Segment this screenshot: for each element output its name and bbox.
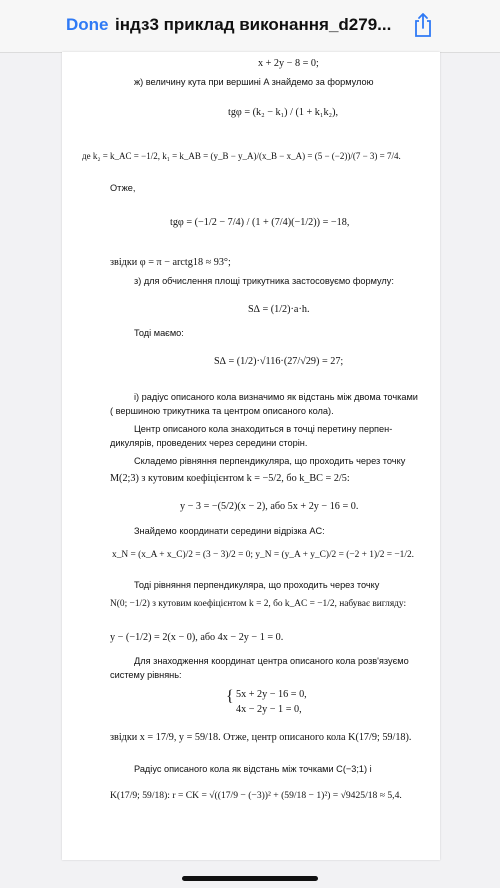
- doc-line: tgφ = (k₂ − k₁) / (1 + k₁k₂),: [228, 107, 339, 118]
- doc-line: Складемо рівняння перпендикуляра, що проходить через точку: [134, 456, 406, 466]
- doc-line: 5x + 2y − 16 = 0,: [236, 689, 307, 700]
- share-icon[interactable]: [412, 12, 434, 38]
- doc-line: Отже,: [110, 183, 136, 193]
- doc-line: x_N = (x_A + x_C)/2 = (3 − 3)/2 = 0; y_N = (y_A + y_C)/2 = (−2 + 1)/2 = −1/2.: [112, 550, 414, 560]
- doc-line: y − 3 = −(5/2)(x − 2), або 5x + 2y − 16 = 0.: [180, 501, 359, 512]
- doc-line: ( вершиною трикутника та центром описаного кола).: [110, 406, 334, 416]
- doc-line: Тоді маємо:: [134, 328, 184, 338]
- system-brace: {: [226, 688, 234, 705]
- doc-line: S∆ = (1/2)·a·h.: [248, 304, 310, 315]
- doc-line: Радіус описаного кола як відстань між точками C(−3;1) і: [134, 764, 372, 774]
- doc-line: y − (−1/2) = 2(x − 0), або 4x − 2y − 1 = 0.: [110, 632, 284, 643]
- doc-line: Знайдемо координати середини відрізка AC:: [134, 526, 325, 536]
- doc-line: ж) величину кута при вершині A знайдемо за формулою: [134, 77, 374, 87]
- home-indicator[interactable]: [182, 876, 318, 881]
- doc-line: де k₂ = k_AC = −1/2, k₁ = k_AB = (y_B − y_A)/(x_B − x_A) = (5 − (−2))/(7 − 3) = 7/4.: [82, 151, 401, 161]
- top-toolbar: [0, 0, 500, 53]
- doc-line: tgφ = (−1/2 − 7/4) / (1 + (7/4)(−1/2)) = −18,: [170, 217, 350, 228]
- doc-line: Центр описаного кола знаходиться в точці перетину перпен-: [134, 424, 393, 434]
- doc-line: звідки φ = π − arctg18 ≈ 93°;: [110, 257, 231, 268]
- doc-line: і) радіус описаного кола визначимо як відстань між двома точками: [134, 392, 418, 402]
- doc-line: 4x − 2y − 1 = 0,: [236, 704, 302, 715]
- doc-line: x + 2y − 8 = 0;: [258, 58, 319, 69]
- doc-line: S∆ = (1/2)·√116·(27/√29) = 27;: [214, 356, 344, 367]
- doc-line: дикулярів, проведених через середини сторін.: [110, 438, 308, 448]
- doc-line: N(0; −1/2) з кутовим коефіцієнтом k = 2, бо k_AC = −1/2, набуває вигляду:: [110, 599, 407, 609]
- document-page: [62, 52, 440, 860]
- doc-line: Для знаходження координат центра описаного кола розв'язуємо: [134, 656, 409, 666]
- doc-line: M(2;3) з кутовим коефіцієнтом k = −5/2, бо k_BC = 2/5:: [110, 473, 350, 484]
- doc-line: систему рівнянь:: [110, 670, 182, 680]
- document-title: індз3 приклад виконання_d279...: [115, 15, 392, 34]
- doc-line: звідки x = 17/9, y = 59/18. Отже, центр описаного кола K(17/9; 59/18).: [110, 732, 412, 743]
- doc-line: K(17/9; 59/18): r = CK = √((17/9 − (−3))² + (59/18 − 1)²) = √9425/18 ≈ 5,4.: [110, 790, 402, 801]
- done-button[interactable]: Done: [66, 15, 109, 34]
- doc-line: Тоді рівняння перпендикуляра, що проходить через точку: [134, 580, 380, 590]
- doc-line: з) для обчислення площі трикутника застосовуємо формулу:: [134, 276, 394, 286]
